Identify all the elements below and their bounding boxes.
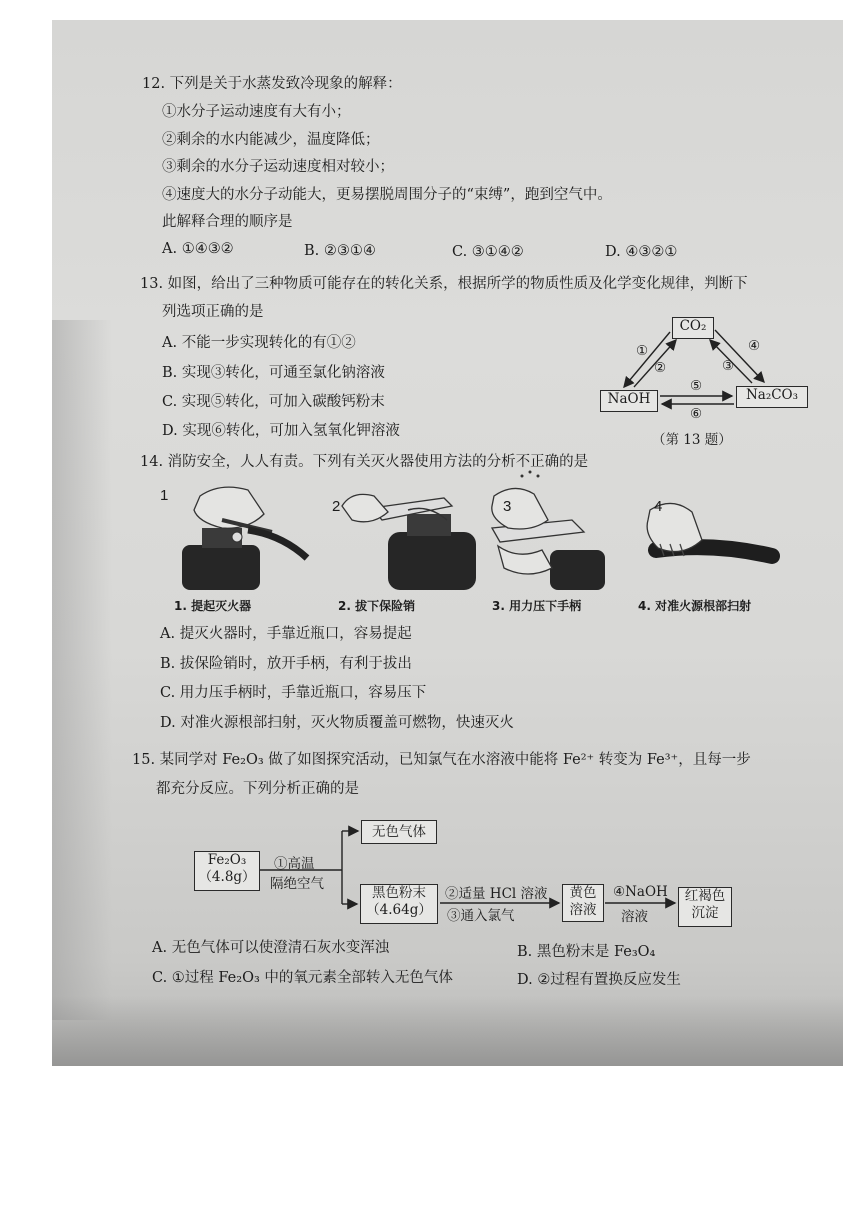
flow-step4-bottom: 溶液 [621, 909, 648, 925]
exam-page-photo [52, 20, 843, 1066]
flow-red-l2: 沉淀 [691, 905, 719, 921]
arrow-label-6: ⑥ [690, 406, 703, 422]
q12-ask: 此解释合理的顺序是 [162, 214, 293, 230]
q12-item-2: ②剩余的水内能减少，温度降低； [162, 132, 380, 148]
q12-item-4: ④速度大的水分子动能大，更易摆脱周围分子的“束缚”，跑到空气中。 [162, 187, 612, 203]
q15-flow-arrows [52, 20, 843, 1066]
q12-item-3: ③剩余的水分子运动速度相对较小； [162, 159, 394, 175]
flow-yellow-l2: 溶液 [569, 902, 597, 918]
q14-option-a: A. 提灭火器时，手靠近瓶口，容易提起 [160, 626, 412, 642]
q14-caption-2: 2. 拔下保险销 [338, 599, 416, 613]
q14-caption-1: 1. 提起灭火器 [174, 599, 252, 613]
arrow-label-1: ① [636, 343, 649, 359]
q12-option-c: C. ③①④② [452, 244, 524, 260]
flow-fe2o3-mass: （4.8g） [198, 869, 256, 885]
q14-stem: 14. 消防安全，人人有责。下列有关灭火器使用方法的分析不正确的是 [140, 454, 589, 470]
q15-stem-line2: 都充分反应。下列分析正确的是 [156, 781, 359, 797]
q15-option-a: A. 无色气体可以使澄清石灰水变浑浊 [152, 940, 390, 956]
flow-red-l1: 红褐色 [684, 888, 726, 904]
flow-step2-top: ②适量 HCl 溶液 [445, 886, 548, 902]
flow-step2-bottom: ③通入氯气 [447, 908, 515, 924]
q15-stem-line1: 15. 某同学对 Fe₂O₃ 做了如图探究活动，已知氯气在水溶液中能将 Fe²⁺ 转变为 Fe³⁺，且每一步 [132, 752, 751, 768]
node-naoh: NaOH [600, 390, 658, 412]
flow-step4-top: ④NaOH [613, 884, 668, 900]
q14-caption-4: 4. 对准火源根部扫射 [638, 599, 752, 613]
step-number-1: 1 [160, 487, 169, 504]
q13-stem-line2: 列选项正确的是 [162, 304, 264, 320]
q12-option-a: A. ①④③② [162, 241, 234, 257]
step-number-3: 3 [503, 498, 512, 515]
q13-option-d: D. 实现⑥转化，可加入氢氧化钾溶液 [162, 423, 400, 439]
flow-step1-top: ①高温 [274, 856, 315, 872]
q14-option-c: C. 用力压手柄时，手靠近瓶口，容易压下 [160, 685, 427, 701]
arrow-label-2: ② [654, 360, 667, 376]
q12-stem: 12. 下列是关于水蒸发致冷现象的解释： [142, 76, 402, 92]
flow-node-gas: 无色气体 [361, 820, 437, 844]
q14-caption-3: 3. 用力压下手柄 [492, 599, 582, 613]
arrow-label-3: ③ [722, 358, 735, 374]
flow-powder-mass: （4.64g） [366, 902, 432, 918]
arrow-label-4: ④ [748, 338, 761, 354]
q12-item-1: ①水分子运动速度有大有小； [162, 104, 351, 120]
flow-step1-bottom: 隔绝空气 [270, 876, 324, 892]
step-number-4: 4 [654, 498, 663, 515]
q13-diagram-caption: （第 13 题） [652, 432, 732, 448]
step-number-2: 2 [332, 498, 341, 515]
arrow-label-5: ⑤ [690, 378, 703, 394]
node-co2: CO₂ [672, 317, 714, 339]
flow-yellow-l1: 黄色 [569, 885, 597, 901]
q15-option-d: D. ②过程有置换反应发生 [517, 972, 681, 988]
node-na2co3: Na₂CO₃ [736, 386, 808, 408]
q15-option-c: C. ①过程 Fe₂O₃ 中的氧元素全部转入无色气体 [152, 970, 453, 986]
q12-option-d: D. ④③②① [605, 244, 678, 260]
q14-option-b: B. 拔保险销时，放开手柄，有利于拔出 [160, 656, 412, 672]
q13-stem-line1: 13. 如图，给出了三种物质可能存在的转化关系，根据所学的物质性质及化学变化规律，判断下 [140, 276, 748, 292]
q13-option-a: A. 不能一步实现转化的有①② [162, 335, 356, 351]
flow-powder-name: 黑色粉末 [372, 885, 426, 901]
q15-option-b: B. 黑色粉末是 Fe₃O₄ [517, 944, 656, 960]
flow-fe2o3-formula: Fe₂O₃ [207, 852, 247, 868]
q14-option-d: D. 对准火源根部扫射，灭火物质覆盖可燃物，快速灭火 [160, 715, 514, 731]
q13-option-b: B. 实现③转化，可通至氯化钠溶液 [162, 365, 385, 381]
q12-option-b: B. ②③①④ [304, 243, 376, 259]
q13-option-c: C. 实现⑤转化，可加入碳酸钙粉末 [162, 394, 385, 410]
